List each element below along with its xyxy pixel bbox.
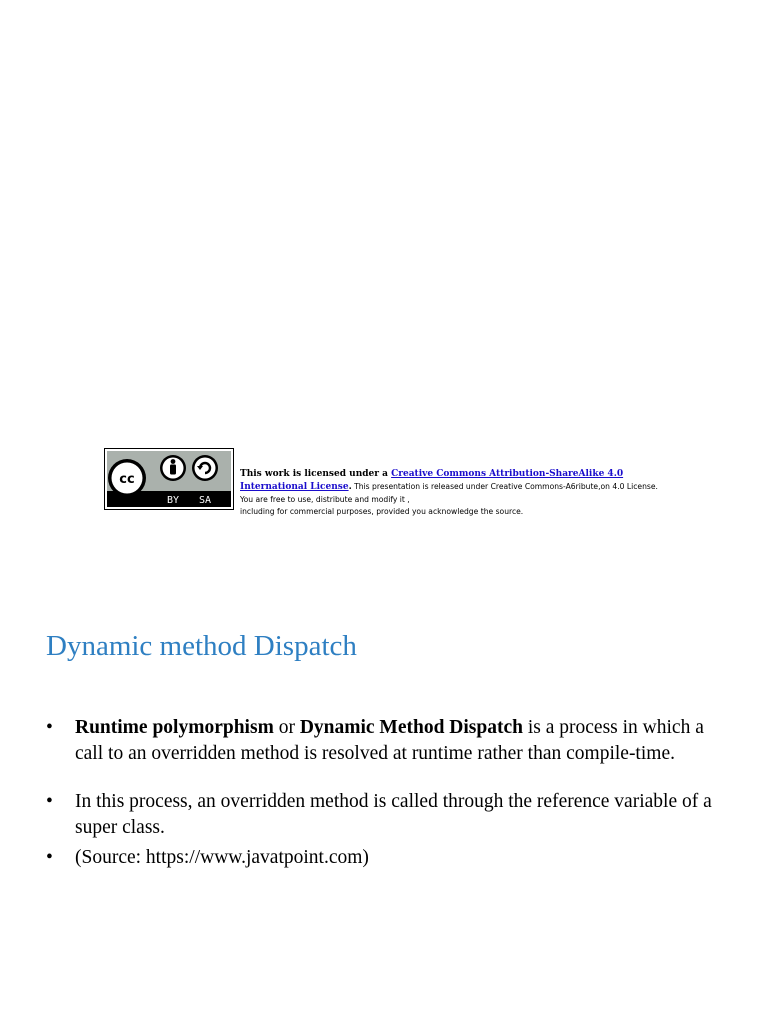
svg-text:cc: cc	[119, 472, 135, 487]
bullet-marker: •	[46, 717, 53, 738]
badge-by-label: BY	[166, 495, 180, 506]
term-runtime-polymorphism: Runtime polymorphism	[75, 717, 274, 738]
license-line3: including for commercial purposes, provided you acknowledge the source.	[240, 507, 524, 516]
bullet-marker: •	[46, 847, 53, 868]
bullet-text: or	[273, 717, 300, 738]
license-text	[240, 467, 670, 518]
license-link[interactable]: Creative Commons Attribution-ShareAlike 4.0 International License	[240, 469, 624, 492]
license-block	[104, 448, 664, 516]
bullet-item	[46, 715, 726, 767]
license-period: .	[348, 482, 352, 492]
bullet-item	[46, 789, 726, 841]
license-body: This presentation is released under Creative Commons-A6ribute,on 4.0 License. You are free to use, distribute and modify it ,	[240, 482, 658, 504]
slide-title: Dynamic method Dispatch	[46, 630, 357, 662]
bullet-text: In this process, an overridden method is called through the reference variable of a super class.	[75, 791, 712, 838]
bullet-item	[46, 845, 726, 871]
badge-sa-label: SA	[198, 495, 212, 506]
term-dynamic-method-dispatch: Dynamic Method Dispatch	[299, 717, 523, 738]
cc-by-sa-icon	[104, 448, 234, 510]
source-text: (Source: https://www.javatpoint.com)	[75, 847, 369, 868]
bullet-list	[46, 715, 726, 871]
bullet-text: is a process in which a call to an overridden method is resolved at runtime rather than compile-time.	[75, 717, 704, 764]
license-lead: This work is licensed under a	[240, 469, 392, 479]
bullet-marker: •	[46, 791, 53, 812]
